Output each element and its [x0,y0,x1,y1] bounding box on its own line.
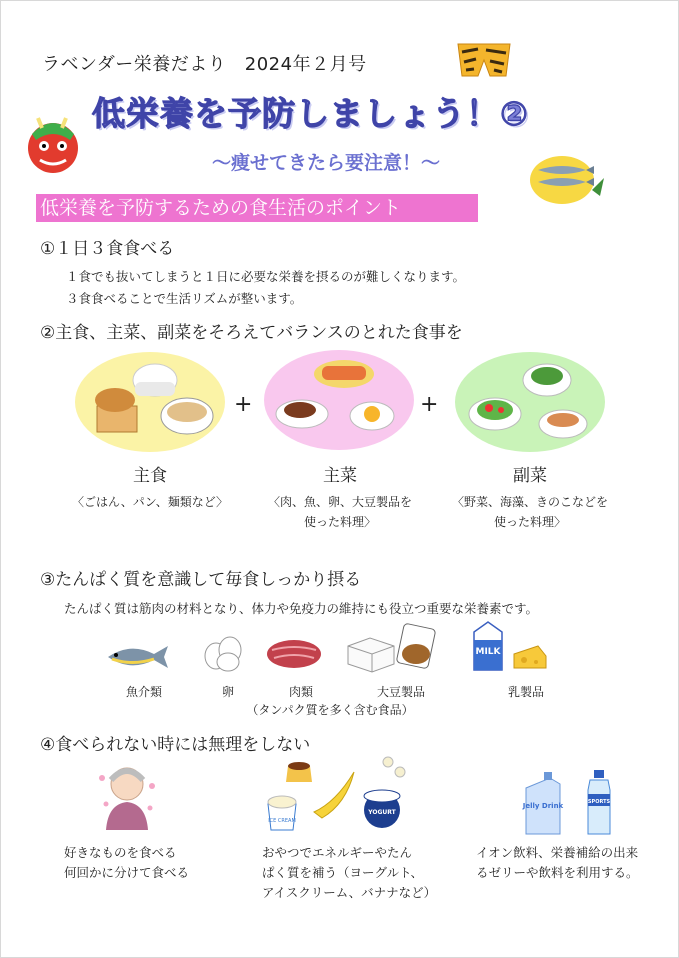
ice-cream-label: ICE CREAM [268,818,296,824]
section-3-line: たんぱく質は筋肉の材料となり、体力や免疫力の維持にも役立つ重要な栄養素です。 [64,601,539,616]
sardine-plate-icon [528,150,608,210]
milk-label: MILK [475,647,501,657]
page-subtitle: ～痩せてきたら要注意！～ [212,152,441,174]
tip-2-line-2: ぱく質を補う（ヨーグルト、 [262,865,424,880]
group-name-main: 主菜 [323,466,357,486]
tip-3-line-2: るゼリーや飲料を利用する。 [476,865,639,880]
tip-2-line-3: アイスクリーム、バナナなど） [262,885,437,900]
tip-2-line-1: おやつでエネルギーやたん [262,845,413,860]
tip-1-line-1: 好きなものを食べる [64,845,177,860]
section-4-heading: ④食べられない時には無理をしない [40,735,311,755]
side-dish-illustration [455,352,605,452]
staple-food-illustration [75,352,225,452]
group-name-side: 副菜 [513,466,547,486]
tiger-pants-icon [456,40,512,80]
food-label-meat: 肉類 [288,685,313,699]
elderly-woman-eating-icon [92,760,162,830]
fish-icon [104,642,170,672]
red-oni-icon [20,110,86,176]
section-1-heading: ①１日３食食べる [40,239,175,259]
soy-products-icon [344,622,436,674]
group-desc-main-1: 〈肉、魚、卵、大豆製品を [267,495,412,509]
issue-label: ラベンダー栄養だより 2024年２月号 [42,54,367,75]
yogurt-label: YOGURT [368,809,396,816]
food-label-egg: 卵 [221,685,234,699]
section-1-line-1: １食でも抜いてしまうと１日に必要な栄養を摂るのが難しくなります。 [66,269,466,284]
sports-drink-label: SPORTS [587,799,611,805]
group-desc-side-2: 使った料理〉 [493,515,566,529]
group-desc-staple: 〈ごはん、パン、麺類など〉 [71,495,228,509]
main-dish-illustration [264,350,414,450]
snacks-illustration [262,752,412,836]
jelly-drink-label: Jelly Drink [522,802,564,810]
plus-sign-2: + [420,392,439,417]
food-label-dairy: 乳製品 [507,685,544,699]
protein-foods-caption: （タンパク質を多く含む食品） [246,703,414,717]
meat-icon [266,638,322,670]
group-desc-main-2: 使った料理〉 [303,515,376,529]
food-label-soy: 大豆製品 [376,685,425,699]
section-2-heading: ②主食、主菜、副菜をそろえてバランスのとれた食事を [40,323,463,343]
milk-icon [470,620,506,672]
group-name-staple: 主食 [133,466,167,486]
page-title: 低栄養を予防しましょう！② [92,94,529,133]
cheese-icon [512,644,548,670]
section-banner: 低栄養を予防するための食生活のポイント [36,194,478,222]
tip-3-line-1: イオン飲料、栄養補給の出来 [476,845,639,860]
section-3-heading: ③たんぱく質を意識して毎食しっかり摂る [40,570,362,590]
plus-sign-1: + [234,392,253,417]
drinks-illustration [520,770,620,836]
section-1-line-2: ３食食べることで生活リズムが整います。 [66,291,303,306]
group-desc-side-1: 〈野菜、海藻、きのこなどを [451,495,608,509]
egg-icon [202,634,244,672]
tip-1-line-2: 何回かに分けて食べる [64,865,190,880]
food-label-fish: 魚介類 [125,685,162,699]
